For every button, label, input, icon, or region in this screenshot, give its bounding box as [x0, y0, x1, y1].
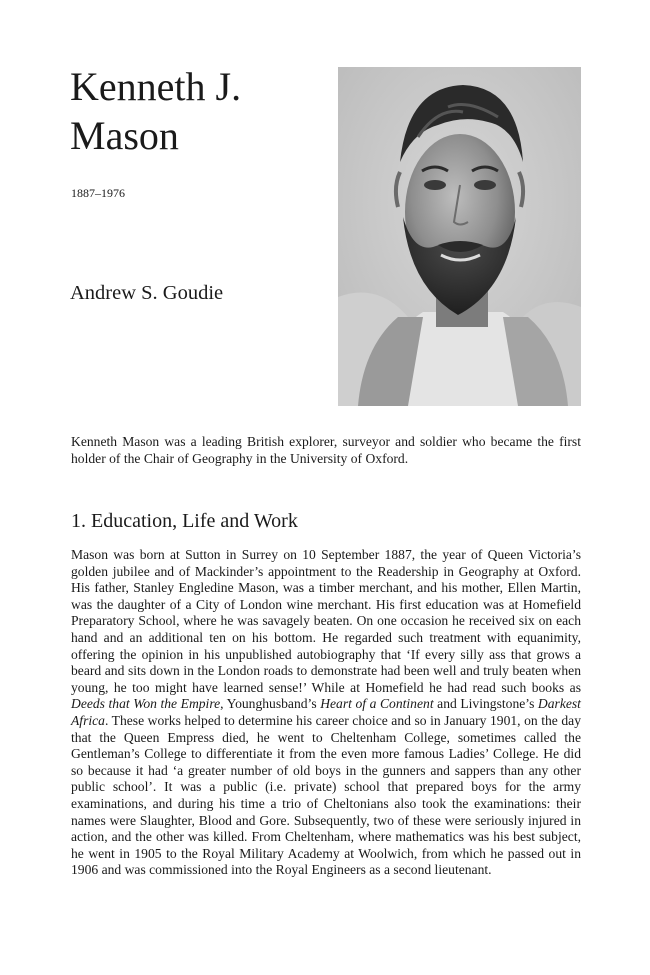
- abstract: Kenneth Mason was a leading British explorer, surveyor and soldier who became the first holder of the Chair of Geography in the University of Oxford.: [71, 434, 581, 466]
- body-text-2: , Younghusband’s: [220, 696, 317, 712]
- body-text-3: and Livingstone’s: [437, 696, 535, 712]
- portrait-photo: [338, 67, 581, 406]
- book-title-darkest: Darkest Africa: [71, 696, 581, 728]
- body-paragraph: [71, 547, 581, 879]
- body-text-1: Mason was born at Sutton in Surrey on 10 September 1887, the year of Queen Victoria’s golden jubilee and of Mackinder’s appointment to the Readership in Geography at Oxford. His father, Stanley Engledine Mason, was a timber merchant, and his mother, Ellen Martin, was the daughter of a City of London wine merchant. His first education was at Homefield Preparatory School, where he was savagely beaten. On one occasion he received six on each hand and an additional ten on his bottom. He regarded such treatment with equanimity, offering the opinion in his unpublished autobiography that ‘If every silly ass that grows a beard and sits down in the London roads to demonstrate had been well and truly beaten when young, he too might have learned sense!’ While at Homefield he had read such books as: [71, 547, 581, 695]
- body-text-4: . These works helped to determine his career choice and so in January 1901, on the day that the Queen Empress died, he went to Cheltenham College, sometimes called the Gentleman’s College to differentiate it from the even more famous Ladies’ College. He did so because it had ‘a greater number of old boys in the gunners and sappers than any other public school’. It was a public (i.e. private) school that prepared boys for the army examinations, and during his time a trio of Cheltonians also took the examinations: their names were Slaughter, Blood and Gore. Subsequently, two of these were seriously injured in action, and the other was killed. From Cheltenham, where mathematics was his best subject, he went in 1905 to the Royal Military Academy at Woolwich, from which he passed out in 1906 and was commissioned into the Royal Engineers as a second lieutenant.: [71, 712, 581, 878]
- author-name: Andrew S. Goudie: [70, 282, 224, 304]
- book-title-heart: Heart of a Continent: [320, 696, 434, 712]
- article-title: Kenneth J. Mason: [70, 64, 242, 158]
- section-heading: 1. Education, Life and Work: [71, 510, 298, 532]
- life-dates: 1887–1976: [71, 186, 125, 200]
- book-title-deeds: Deeds that Won the Empire: [71, 696, 221, 712]
